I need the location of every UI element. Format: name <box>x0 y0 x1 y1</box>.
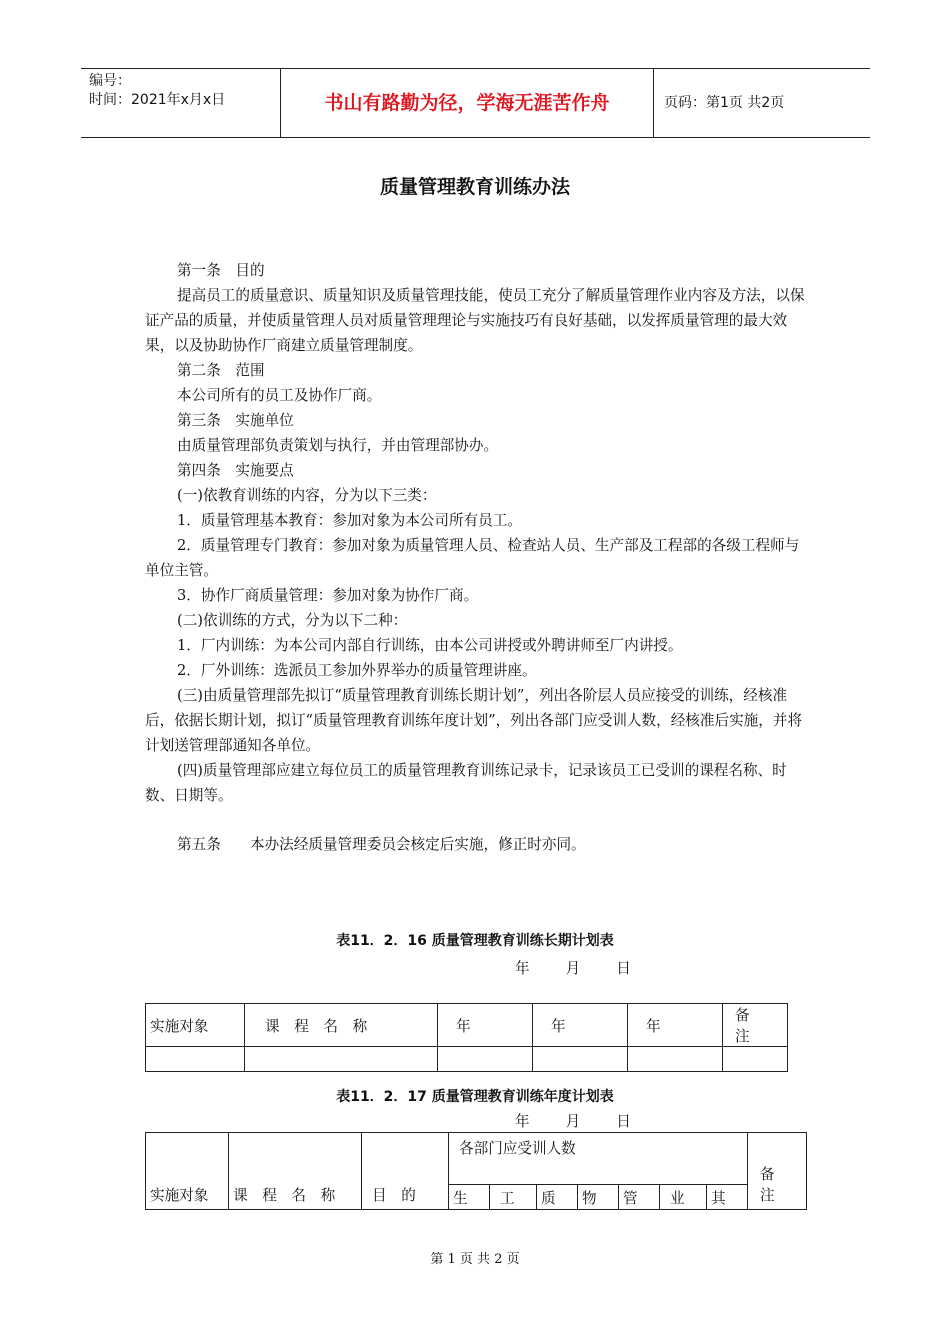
date-day: 日 <box>616 960 631 977</box>
article-3-text: 由质量管理部负责策划与执行，并由管理部协办。 <box>177 437 499 454</box>
article-4-item-1-2: 2．质量管理专门教育：参加对象为质量管理人员、检查站人员、生产部及工程部的各级工程师与单位主管。 <box>145 537 800 579</box>
article-4-item-2-2: 2．厂外训练：选派员工参加外界举办的质量管理讲座。 <box>177 662 537 679</box>
header-cell: 备 注 <box>748 1133 807 1210</box>
article-3-heading: 第三条 实施单位 <box>177 412 294 429</box>
data-cell[interactable] <box>146 1047 245 1072</box>
article-5: 第五条 本办法经质量管理委员会核定后实施，修正时亦同。 <box>177 836 586 853</box>
dept-cell: 工 <box>490 1185 537 1210</box>
date-year: 年 <box>515 960 530 977</box>
number-label: 编号： <box>89 73 131 89</box>
dept-cell: 其 <box>707 1185 748 1210</box>
header-cell: 实施对象 <box>146 1133 229 1210</box>
article-4-point-2: (二)依训练的方式，分为以下二种： <box>177 612 408 629</box>
article-4-point-1: (一)依教育训练的内容，分为以下三类： <box>177 487 437 504</box>
table1-date <box>515 957 631 978</box>
date-month: 月 <box>565 960 581 977</box>
table2-caption: 表11．2．17 质量管理教育训练年度计划表 <box>336 1089 614 1105</box>
article-4-heading: 第四条 实施要点 <box>177 462 294 479</box>
article-2-text: 本公司所有的员工及协作厂商。 <box>177 387 382 404</box>
header-cell: 备 注 <box>723 1004 788 1047</box>
page-label: 页码：第1页 共2页 <box>664 95 785 111</box>
date-year: 年 <box>515 1113 530 1130</box>
table-row <box>146 1004 788 1047</box>
table2-date <box>515 1110 631 1131</box>
header-cell: 课 程 名 称 <box>245 1004 438 1047</box>
header-cell: 年 <box>533 1004 628 1047</box>
data-cell[interactable] <box>438 1047 533 1072</box>
date-month: 月 <box>565 1113 581 1130</box>
header-cell: 实施对象 <box>146 1004 245 1047</box>
header-cell: 年 <box>438 1004 533 1047</box>
article-4-point-3: (三)由质量管理部先拟订“质量管理教育训练长期计划”，列出各阶层人员应接受的训练，经核准后，依据长期计划，拟订“质量管理教育训练年度计划”，列出各部门应受训人数，经核准后实施，并将计划送管理部通知各单位。 <box>145 687 803 754</box>
article-4-item-2-1: 1．厂内训练：为本公司内部自行训练，由本公司讲授或外聘讲师至厂内讲授。 <box>177 637 683 654</box>
document-header <box>81 68 870 138</box>
date-day: 日 <box>616 1113 631 1130</box>
data-cell[interactable] <box>723 1047 788 1072</box>
article-4-item-1-3: 3．协作厂商质量管理：参加对象为协作厂商。 <box>177 587 479 604</box>
header-cell: 年 <box>628 1004 723 1047</box>
header-cell: 目 的 <box>362 1133 449 1210</box>
page-title: 质量管理教育训练办法 <box>379 176 570 198</box>
article-4-point-4: (四)质量管理部应建立每位员工的质量管理教育训练记录卡，记录该员工已受训的课程名称、时数、日期等。 <box>145 762 787 804</box>
data-cell[interactable] <box>533 1047 628 1072</box>
article-1-text: 提高员工的质量意识、质量知识及质量管理技能，使员工充分了解质量管理作业内容及方法，以保证产品的质量，并使质量管理人员对质量管理理论与实施技巧有良好基础，以发挥质量管理的最大效果，以及协助协作厂商建立质量管理制度。 <box>145 287 805 354</box>
table-row <box>146 1133 807 1185</box>
page-footer: 第 1 页 共 2 页 <box>430 1252 520 1267</box>
article-4-item-1-1: 1．质量管理基本教育：参加对象为本公司所有员工。 <box>177 512 522 529</box>
article-2-heading: 第二条 范围 <box>177 362 265 379</box>
article-1-heading: 第一条 目的 <box>177 262 265 279</box>
time-label: 时间：2021年x月x日 <box>89 92 226 108</box>
dept-cell: 管 <box>619 1185 660 1210</box>
dept-cell: 物 <box>578 1185 619 1210</box>
header-cell: 各部门应受训人数 <box>449 1133 748 1185</box>
dept-cell: 质 <box>537 1185 578 1210</box>
table-row <box>146 1047 788 1072</box>
table1-caption: 表11．2．16 质量管理教育训练长期计划表 <box>336 933 614 949</box>
motto: 书山有路勤为径，学海无涯苦作舟 <box>281 69 654 137</box>
data-cell[interactable] <box>628 1047 723 1072</box>
header-meta <box>81 69 281 137</box>
data-cell[interactable] <box>245 1047 438 1072</box>
header-cell: 课 程 名 称 <box>229 1133 362 1210</box>
long-term-plan-table <box>145 1003 788 1072</box>
dept-cell: 生 <box>449 1185 490 1210</box>
annual-plan-table <box>145 1132 807 1210</box>
dept-cell: 业 <box>660 1185 707 1210</box>
